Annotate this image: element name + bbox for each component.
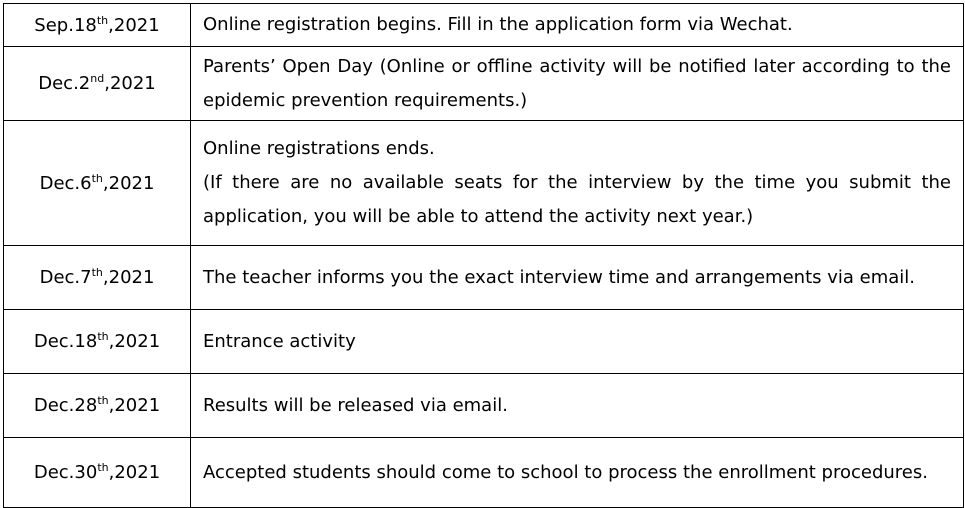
date-cell: Dec.7th,2021 (4, 246, 191, 310)
date-cell: Sep.18th,2021 (4, 4, 191, 47)
description-cell: Online registration begins. Fill in the application form via Wechat. (191, 4, 964, 47)
date-cell: Dec.28th,2021 (4, 374, 191, 438)
table-row (4, 246, 964, 310)
date-cell: Dec.2nd,2021 (4, 47, 191, 121)
description-cell: Entrance activity (191, 310, 964, 374)
table-row (4, 47, 964, 121)
table-row (4, 4, 964, 47)
description-cell: Results will be released via email. (191, 374, 964, 438)
description-cell: Parents’ Open Day (Online or offline activity will be notified later according to the epidemic prevention requirements.) (191, 47, 964, 121)
table-row (4, 438, 964, 508)
date-cell: Dec.6th,2021 (4, 121, 191, 246)
description-cell: Accepted students should come to school to process the enrollment procedures. (191, 438, 964, 508)
description-cell: Online registrations ends. (If there are no available seats for the interview by the time you submit the application, you will be able to attend the activity next year.) (191, 121, 964, 246)
date-cell: Dec.30th,2021 (4, 438, 191, 508)
table-row (4, 374, 964, 438)
table-row (4, 310, 964, 374)
date-cell: Dec.18th,2021 (4, 310, 191, 374)
description-cell: The teacher informs you the exact interview time and arrangements via email. (191, 246, 964, 310)
schedule-table (3, 3, 964, 508)
table-row (4, 121, 964, 246)
